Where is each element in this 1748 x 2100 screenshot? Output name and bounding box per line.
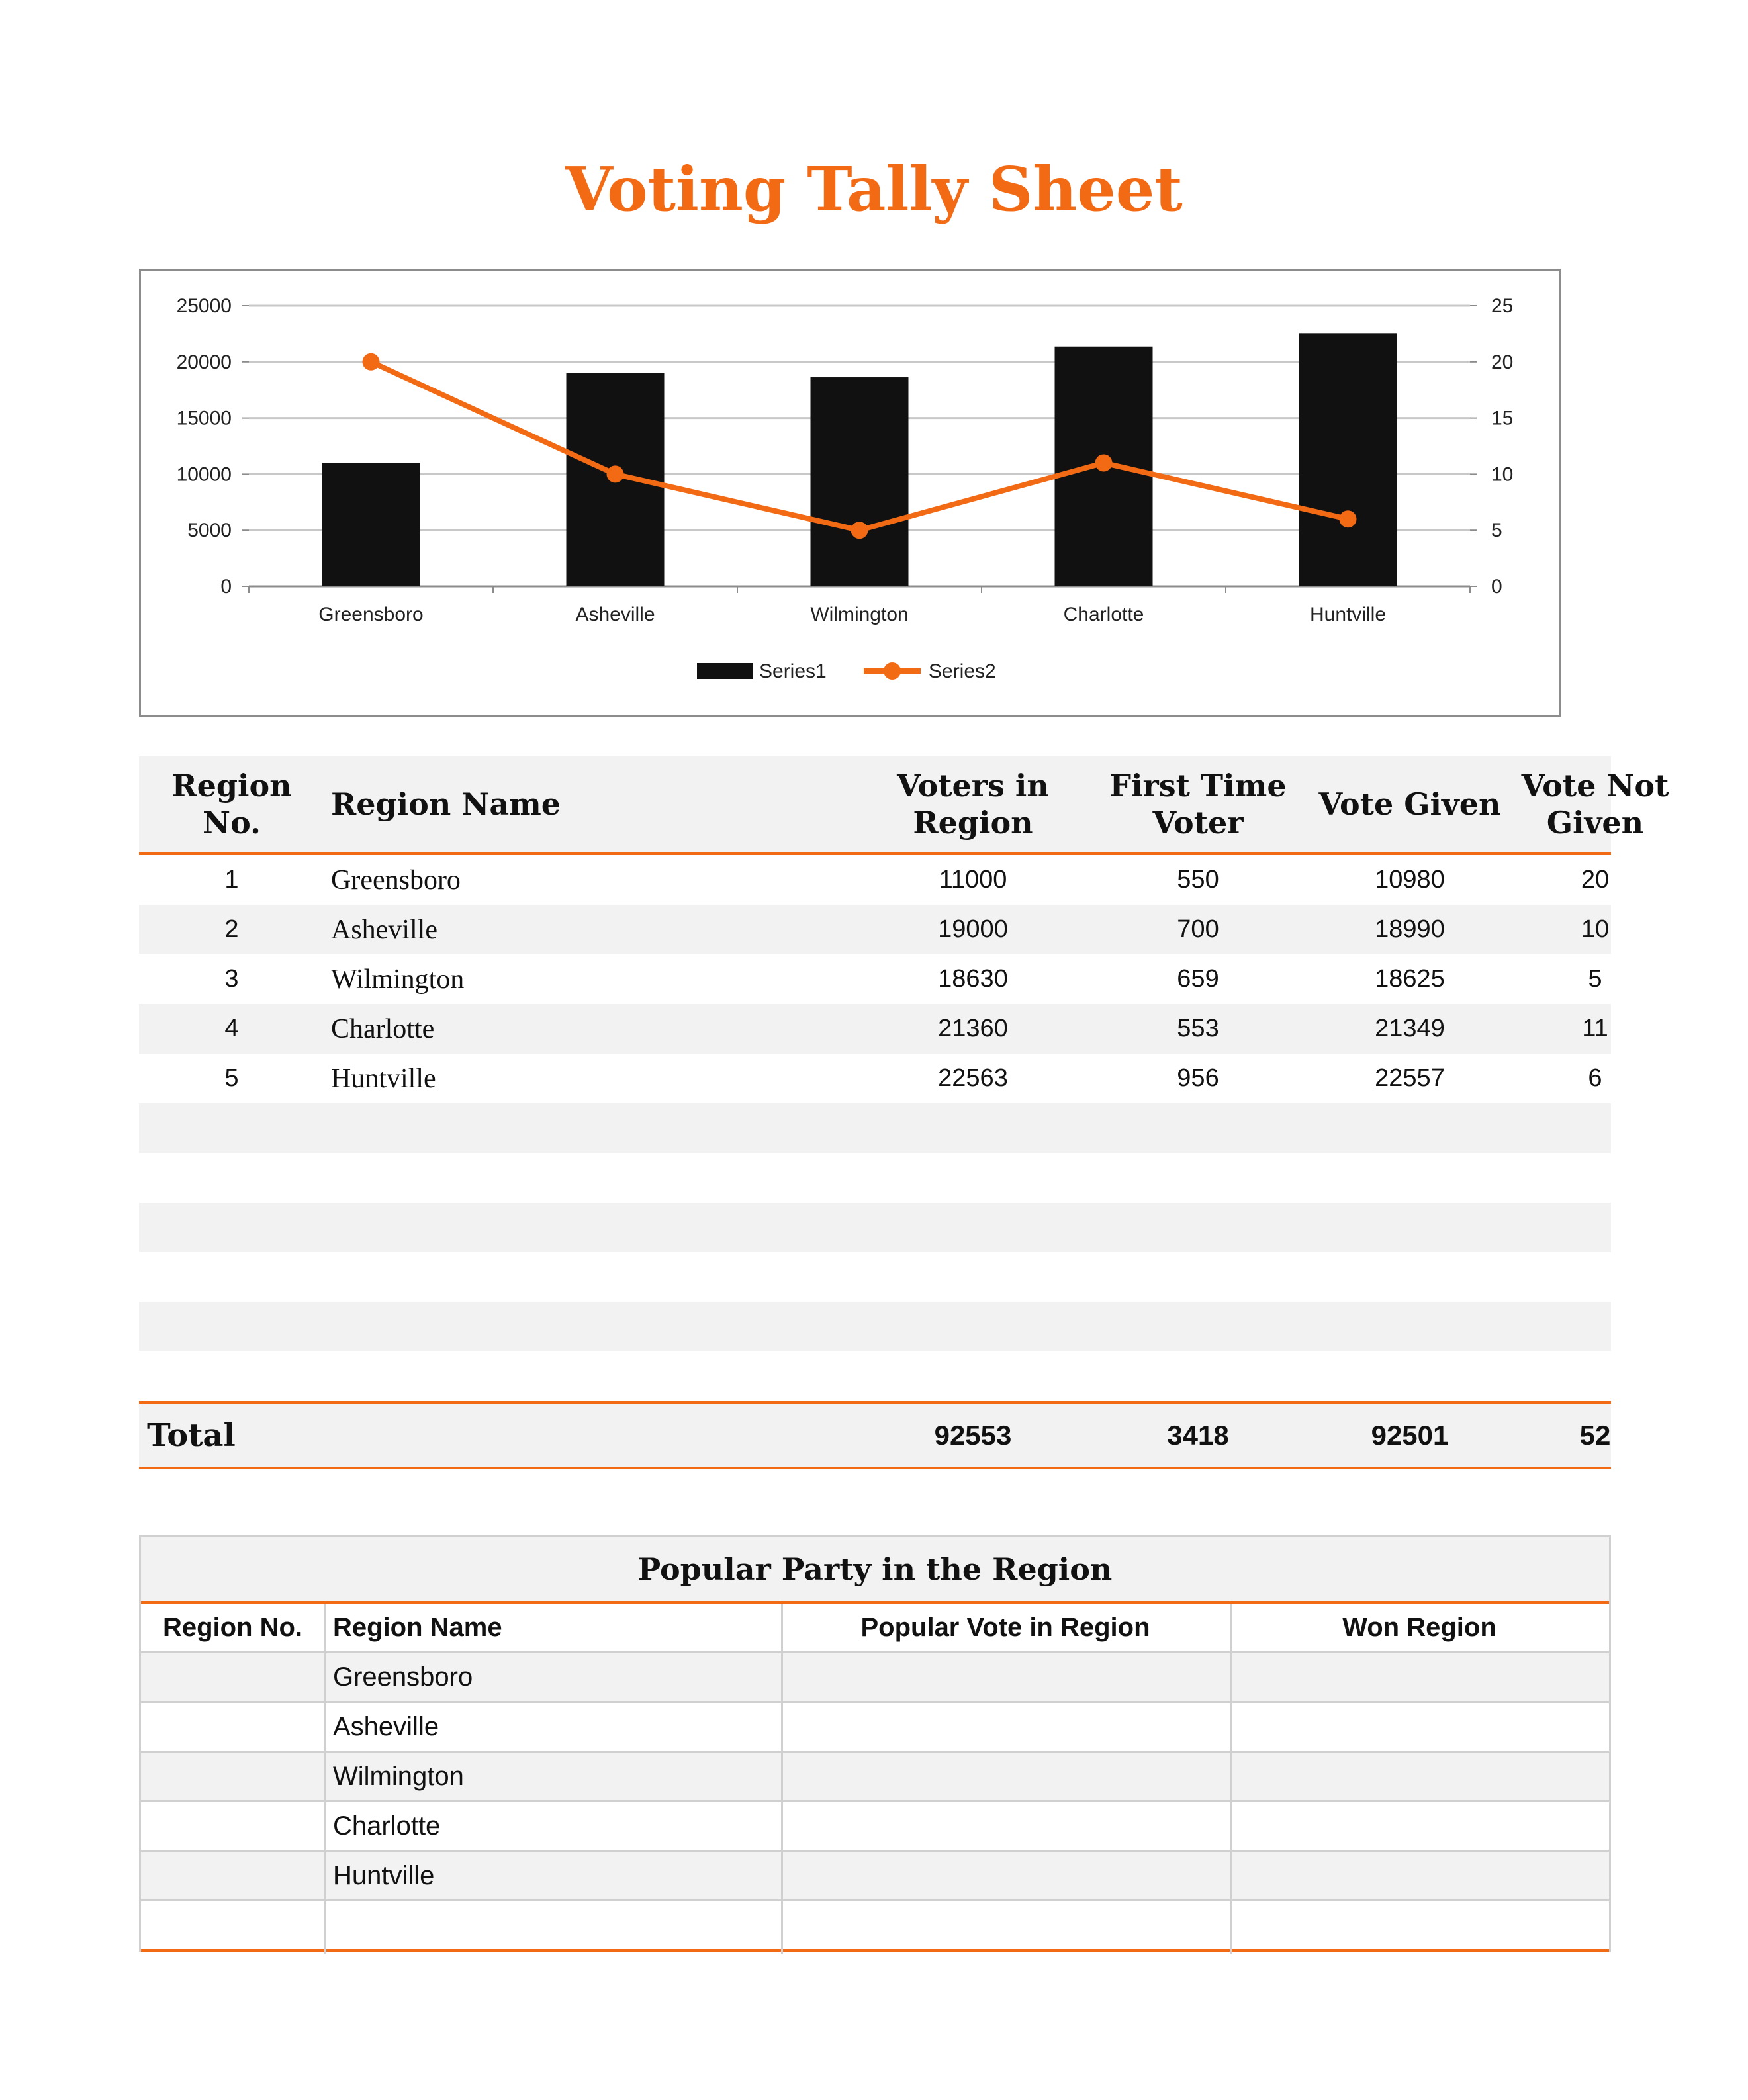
tally-row [139, 1054, 1611, 1103]
total-vote-not-given: 52 [1579, 1419, 1611, 1451]
cell-region-name: Charlotte [331, 1013, 435, 1044]
popular-cell-region-name: Charlotte [333, 1811, 441, 1841]
x-tick-label: Huntville [1309, 604, 1387, 625]
y-left-tick-label: 5000 [187, 520, 232, 542]
total-first-time: 3418 [1167, 1419, 1229, 1451]
cell-vote-not-given: 5 [1588, 965, 1602, 993]
page-title: Voting Tally Sheet [565, 154, 1183, 225]
cell-vote-not-given: 10 [1581, 915, 1610, 943]
cell-first-time: 659 [1177, 965, 1219, 993]
popular-grid [141, 1604, 1609, 1954]
cell-voters: 21360 [938, 1015, 1008, 1042]
legend-series1-swatch [697, 663, 753, 679]
tally-row [139, 1004, 1611, 1054]
x-tick-label: Wilmington [810, 604, 909, 625]
cell-region-no: 1 [224, 866, 239, 893]
popular-row [141, 1753, 1609, 1802]
cell-vote-given: 21349 [1375, 1015, 1445, 1042]
tally-row [139, 954, 1611, 1004]
series2-point-huntville [1340, 510, 1357, 527]
header-vote-not-given [1516, 756, 1675, 852]
header-voters-line1: Voters in [897, 768, 1049, 803]
total-label: Total [147, 1416, 236, 1454]
y-left-tick-label: 10000 [176, 463, 232, 486]
chart-svg [141, 271, 1563, 719]
popular-header-row [141, 1604, 1609, 1653]
header-region-name: Region Name [331, 786, 561, 822]
legend-series2-marker [884, 662, 901, 680]
header-vote-not-given-line2: Given [1546, 805, 1644, 841]
header-first-time-line2: Voter [1152, 805, 1244, 841]
total-row [139, 1401, 1611, 1469]
combo-chart [139, 269, 1561, 717]
header-first-time-line1: First Time [1109, 768, 1287, 803]
tally-row [139, 905, 1611, 954]
cell-region-no: 4 [224, 1015, 239, 1042]
cell-vote-not-given: 20 [1581, 866, 1610, 893]
popular-row [141, 1653, 1609, 1703]
empty-row [139, 1302, 1611, 1351]
empty-row [139, 1103, 1611, 1153]
popular-header-region-name: Region Name [333, 1612, 502, 1642]
header-vote-not-given-line1: Vote Not [1521, 768, 1669, 803]
popular-cell-region-name: Huntville [333, 1860, 435, 1890]
empty-row [139, 1153, 1611, 1203]
empty-row [139, 1252, 1611, 1302]
column-divider [1230, 1604, 1232, 1954]
y-right-tick-label: 15 [1491, 407, 1514, 430]
bar-wilmington [811, 377, 909, 586]
tally-header-row [139, 756, 1669, 855]
series2-point-wilmington [851, 522, 868, 539]
column-divider [781, 1604, 783, 1954]
header-region-no-line1: Region [171, 768, 292, 803]
cell-vote-given: 22557 [1375, 1064, 1445, 1092]
y-left-tick-label: 20000 [176, 351, 232, 373]
legend-series1-label: Series1 [759, 661, 827, 682]
cell-first-time: 700 [1177, 915, 1219, 943]
series2-point-greensboro [363, 353, 380, 371]
cell-voters: 19000 [938, 915, 1008, 943]
y-left-tick-label: 25000 [176, 295, 232, 317]
legend-series2-label: Series2 [929, 661, 996, 682]
cell-vote-given: 10980 [1375, 866, 1445, 893]
x-tick-label: Asheville [575, 604, 655, 625]
popular-cell-region-name [333, 1901, 730, 1949]
empty-row [139, 1203, 1611, 1252]
cell-voters: 11000 [939, 866, 1007, 893]
header-region-no-line2: No. [203, 805, 261, 841]
x-tick-label: Greensboro [318, 604, 424, 625]
popular-title: Popular Party in the Region [637, 1551, 1113, 1587]
popular-header-won-region: Won Region [1342, 1612, 1496, 1642]
popular-header-popular-vote: Popular Vote in Region [860, 1612, 1150, 1642]
popular-title-row [141, 1537, 1609, 1604]
cell-region-name: Greensboro [331, 864, 461, 895]
header-voters [874, 756, 1072, 852]
x-tick-label: Charlotte [1063, 604, 1144, 625]
y-right-tick-label: 10 [1491, 463, 1514, 486]
cell-first-time: 553 [1177, 1015, 1219, 1042]
popular-cell-region-name: Asheville [333, 1712, 439, 1741]
popular-party-table [139, 1535, 1611, 1952]
y-left-tick-label: 0 [220, 576, 232, 598]
y-right-tick-label: 25 [1491, 295, 1514, 317]
cell-region-name: Asheville [331, 914, 437, 945]
cell-first-time: 550 [1177, 866, 1219, 893]
series2-point-charlotte [1095, 454, 1113, 471]
popular-cell-region-name: Greensboro [333, 1662, 473, 1692]
column-divider [324, 1604, 326, 1954]
cell-region-name: Wilmington [331, 964, 465, 995]
popular-row [141, 1703, 1609, 1753]
popular-row [141, 1852, 1609, 1901]
header-voters-line2: Region [913, 805, 1033, 841]
header-first-time [1092, 756, 1304, 852]
y-left-tick-label: 15000 [176, 407, 232, 430]
bar-greensboro [322, 463, 420, 586]
popular-header-region-no: Region No. [162, 1612, 303, 1642]
total-voters: 92553 [934, 1419, 1012, 1451]
cell-region-no: 2 [224, 915, 239, 943]
cell-vote-given: 18990 [1375, 915, 1445, 943]
cell-vote-not-given: 6 [1588, 1064, 1602, 1092]
tally-table [139, 756, 1669, 1474]
cell-region-no: 3 [224, 965, 239, 993]
y-right-tick-label: 20 [1491, 351, 1514, 373]
series2-point-asheville [607, 465, 624, 482]
tally-row [139, 855, 1611, 905]
cell-region-no: 5 [224, 1064, 239, 1092]
cell-vote-not-given: 11 [1582, 1015, 1608, 1042]
cell-vote-given: 18625 [1375, 965, 1445, 993]
popular-row [141, 1802, 1609, 1852]
cell-region-name: Huntville [331, 1063, 436, 1094]
cell-first-time: 956 [1177, 1064, 1219, 1092]
cell-voters: 18630 [938, 965, 1008, 993]
header-vote-given: Vote Given [1318, 786, 1501, 822]
total-vote-given: 92501 [1371, 1419, 1449, 1451]
header-region-no [139, 756, 324, 852]
popular-row [141, 1901, 1609, 1952]
y-right-tick-label: 5 [1491, 520, 1502, 542]
bar-huntville [1299, 333, 1397, 586]
y-right-tick-label: 0 [1491, 576, 1502, 598]
cell-voters: 22563 [938, 1064, 1008, 1092]
popular-cell-region-name: Wilmington [333, 1761, 464, 1791]
